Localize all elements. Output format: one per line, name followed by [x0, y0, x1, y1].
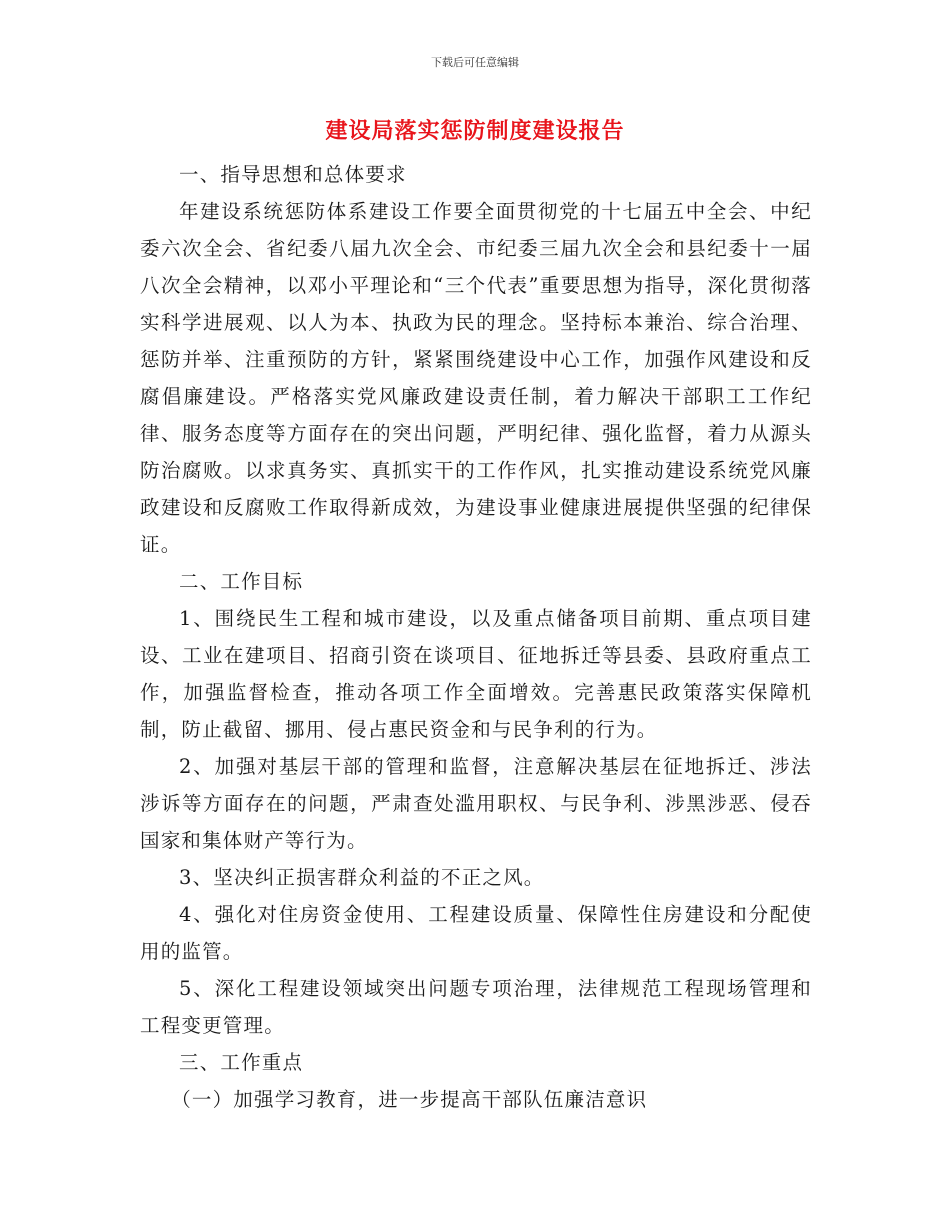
section-heading-2: 二、工作目标 — [179, 570, 304, 593]
goal-item-3: 3、坚决纠正损害群众利益的不正之风。 — [179, 866, 545, 889]
goal-item-5: 5、深化工程建设领域突出问题专项治理，法律规范工程现场管理和工程变更管理。 — [140, 977, 812, 1037]
goal-item-2: 2、加强对基层干部的管理和监督，注意解决基层在征地拆迁、涉法涉诉等方面存在的问题，严肃查处滥用职权、与民争利、涉黑涉恶、侵吞国家和集体财产等行为。 — [140, 755, 812, 852]
subsection-heading-1: （一）加强学习教育，进一步提高干部队伍廉洁意识 — [171, 1088, 648, 1111]
document-title: 建设局落实惩防制度建设报告 — [325, 118, 625, 144]
section-heading-3: 三、工作重点 — [179, 1051, 304, 1074]
goal-item-1: 1、围绕民生工程和城市建设，以及重点储备项目前期、重点项目建设、工业在建项目、招商引资在谈项目、征地拆迁等县委、县政府重点工作，加强监督检查，推动各项工作全面增效。完善惠民政策落实保障机制，防止截留、挪用、侵占惠民资金和与民争利的行为。 — [140, 607, 812, 741]
goal-item-4: 4、强化对住房资金使用、工程建设质量、保障性住房建设和分配使用的监管。 — [140, 903, 812, 963]
document-body — [140, 156, 812, 1118]
section-heading-1: 一、指导思想和总体要求 — [179, 163, 407, 186]
header-note: 下载后可任意编辑 — [431, 56, 519, 69]
paragraph-guiding-ideology: 年建设系统惩防体系建设工作要全面贯彻党的十七届五中全会、中纪委六次全会、省纪委八届九次全会、市纪委三届九次全会和县纪委十一届八次全会精神，以邓小平理论和“三个代表”重要思想为指导，深化贯彻落实科学进展观、以人为本、执政为民的理念。坚持标本兼治、综合治理、惩防并举、注重预防的方针，紧紧围绕建设中心工作，加强作风建设和反腐倡廉建设。严格落实党风廉政建设责任制，着力解决干部职工工作纪律、服务态度等方面存在的突出问题，严明纪律、强化监督，着力从源头防治腐败。以求真务实、真抓实干的工作作风，扎实推动建设系统党风廉政建设和反腐败工作取得新成效，为建设事业健康进展提供坚强的纪律保证。 — [140, 200, 812, 556]
